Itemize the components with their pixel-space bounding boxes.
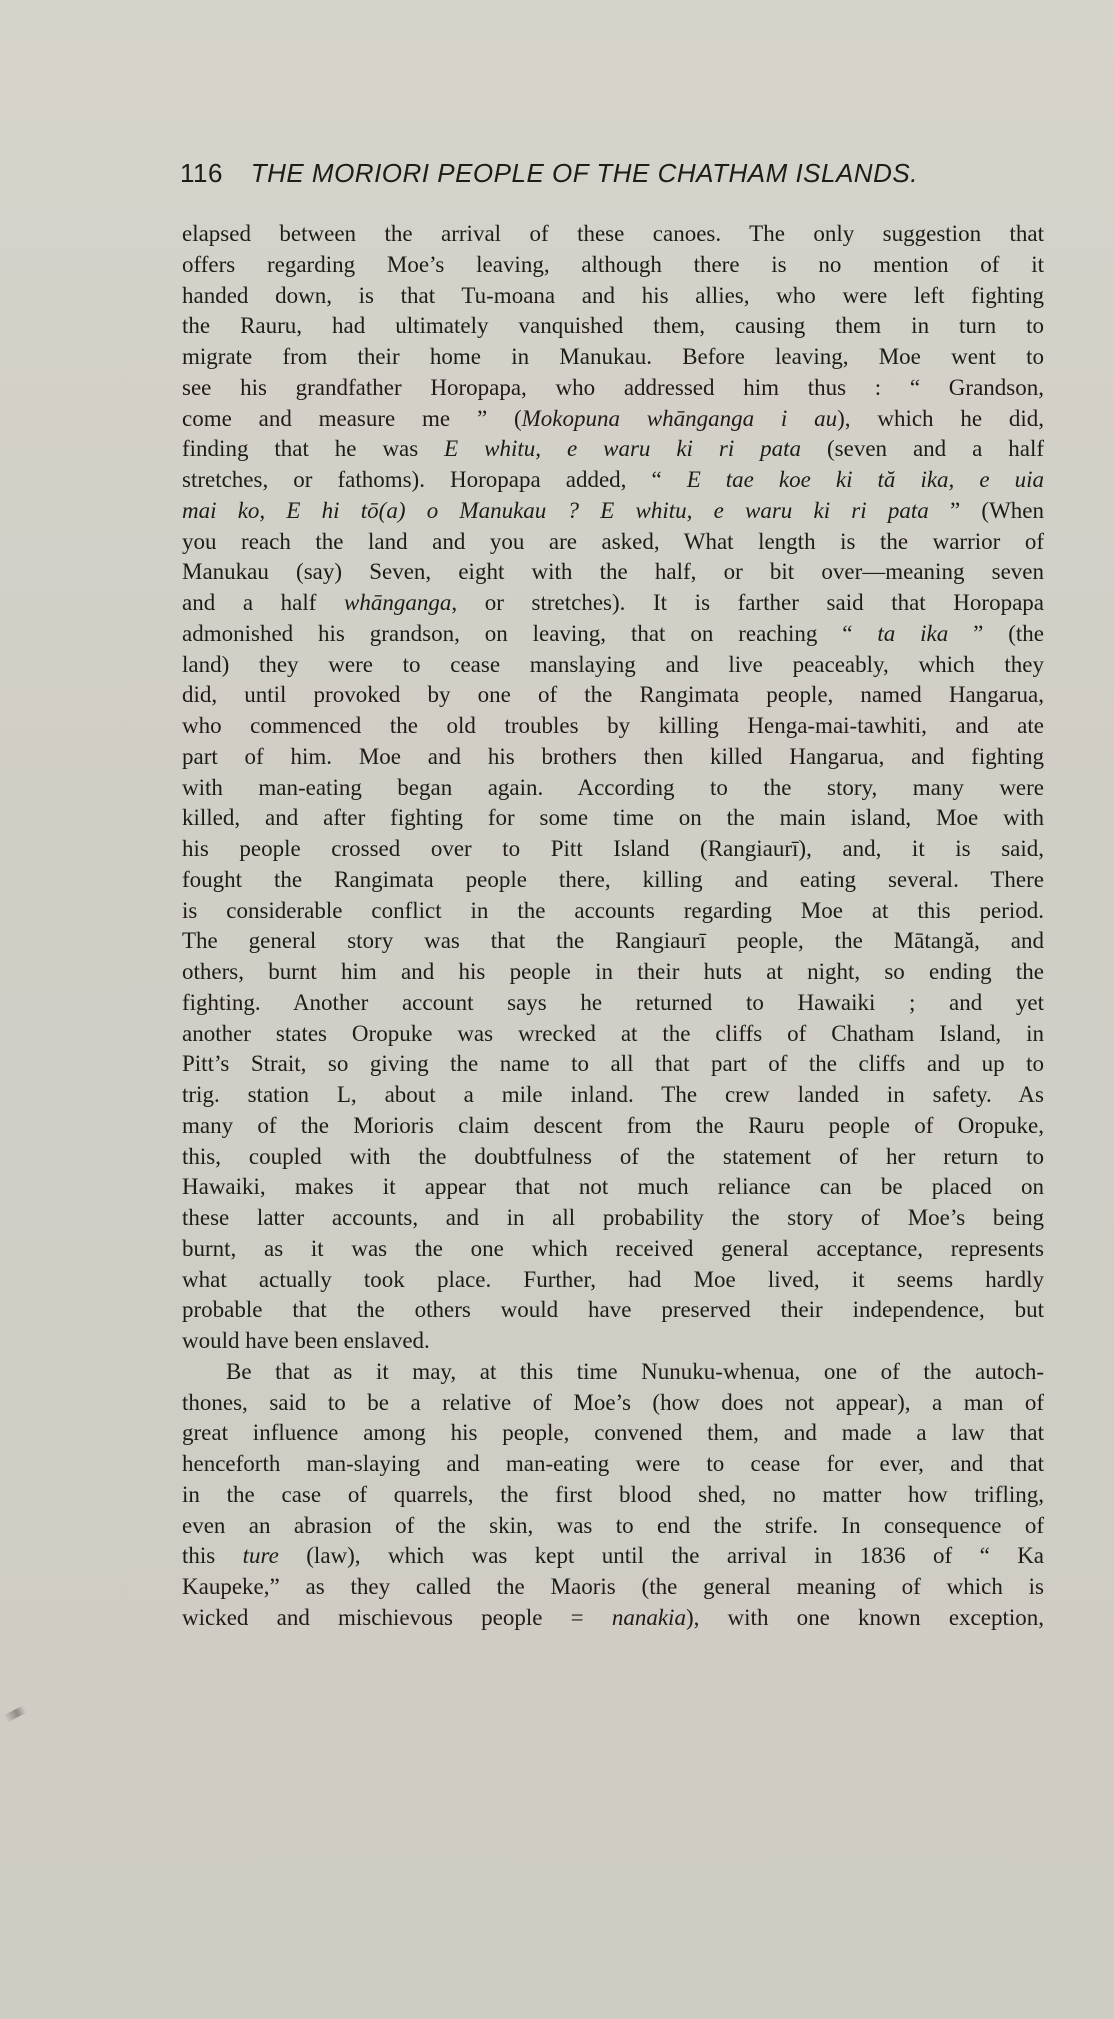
- text-span: handed down, is that Tu-moana and his allies, who were left fighting: [182, 282, 1044, 308]
- paragraph: [182, 1357, 1044, 1634]
- text-span: migrate from their home in Manukau. Before leaving, Moe went to: [182, 344, 1044, 369]
- text-line: [182, 557, 1044, 588]
- text-line: [182, 434, 1044, 465]
- text-line: [182, 1511, 1044, 1542]
- text-line: [182, 742, 1044, 773]
- text-span: with man-eating began again. According to the story, many were: [182, 774, 1044, 800]
- text-span: , or stretches). It is farther said that Horopapa: [451, 590, 1044, 615]
- text-span: another states Oropuke was wrecked at the cliffs of Chatham Island, in: [182, 1020, 1044, 1046]
- text-span: even an abrasion of the skin, was to end the strife. In consequence of: [182, 1512, 1044, 1538]
- text-line: [182, 404, 1044, 435]
- text-line: [182, 957, 1044, 988]
- text-span: who commenced the old troubles by killing Henga-mai-tawhiti, and ate: [182, 713, 1044, 738]
- text-line: [182, 1142, 1044, 1173]
- text-span: probable that the others would have preserved their independence, but: [182, 1297, 1044, 1323]
- text-line: [182, 527, 1044, 558]
- text-span: did, until provoked by one of the Rangimata people, named Hangarua,: [182, 682, 1044, 708]
- text-line: [182, 1388, 1044, 1419]
- text-line: [182, 926, 1044, 957]
- italic-text: Mokopuna whānganga i au: [521, 405, 838, 431]
- text-line: [182, 619, 1044, 650]
- text-line: [182, 1172, 1044, 1203]
- text-line: [182, 834, 1044, 865]
- text-line: [182, 1203, 1044, 1234]
- text-line: [182, 711, 1044, 742]
- text-span: fighting. Another account says he returned to Hawaiki ; and yet: [182, 989, 1044, 1015]
- text-span: the Rauru, had ultimately vanquished them, causing them in turn to: [182, 313, 1044, 339]
- text-span: The general story was that the Rangiaurī people, the Mātangă, and: [182, 928, 1044, 954]
- text-span: burnt, as it was the one which received general acceptance, represents: [182, 1235, 1044, 1261]
- text-line: [182, 1418, 1044, 1449]
- text-span: this, coupled with the doubtfulness of the statement of her return to: [182, 1143, 1044, 1169]
- italic-text: ture: [242, 1543, 279, 1569]
- italic-text: ta ika: [877, 620, 949, 646]
- paper-mark: [3, 1705, 26, 1722]
- italic-text: E tae koe ki tă ika, e uia: [686, 467, 1044, 492]
- text-line: [182, 1234, 1044, 1265]
- text-line: [182, 311, 1044, 342]
- page-number: 116: [180, 158, 223, 188]
- text-span: elapsed between the arrival of these canoes. The only suggestion that: [182, 221, 1044, 246]
- paragraph: [182, 219, 1044, 1357]
- text-line: [182, 1111, 1044, 1142]
- text-span: his people crossed over to Pitt Island (Rangiaurī), and, it is said,: [182, 836, 1044, 861]
- text-span: (seven and a half: [801, 436, 1044, 462]
- text-line: [182, 1357, 1044, 1388]
- text-span: thones, said to be a relative of Moe’s (how does not appear), a man of: [182, 1389, 1044, 1415]
- text-line: [182, 496, 1044, 527]
- text-span: Manukau (say) Seven, eight with the half, or bit over—meaning seven: [182, 559, 1044, 585]
- text-span: others, burnt him and his people in their huts at night, so ending the: [182, 959, 1044, 984]
- text-span: these latter accounts, and in all probability the story of Moe’s being: [182, 1205, 1044, 1230]
- text-span: this: [182, 1543, 243, 1569]
- text-line: [182, 650, 1044, 681]
- running-header: [180, 153, 940, 193]
- text-span: part of him. Moe and his brothers then killed Hangarua, and fighting: [182, 743, 1044, 769]
- text-span: Be that as it may, at this time Nunuku-whenua, one of the autoch-: [226, 1358, 1044, 1384]
- text-line: [182, 1480, 1044, 1511]
- text-span: see his grandfather Horopapa, who addressed him thus : “ Grandson,: [182, 374, 1044, 400]
- text-line: [182, 465, 1044, 496]
- text-span: ), which he did,: [837, 405, 1044, 431]
- text-line: [182, 680, 1044, 711]
- text-span: stretches, or fathoms). Horopapa added, “: [182, 467, 687, 492]
- text-line: [182, 1449, 1044, 1480]
- text-span: come and measure me ” (: [182, 405, 522, 431]
- text-span: trig. station L, about a mile inland. The crew landed in safety. As: [182, 1082, 1044, 1107]
- italic-text: whānganga: [344, 590, 452, 615]
- text-span: is considerable conflict in the accounts regarding Moe at this period.: [182, 897, 1044, 923]
- text-line: [182, 1019, 1044, 1050]
- text-span: many of the Morioris claim descent from the Rauru people of Oropuke,: [182, 1112, 1044, 1138]
- text-line: [182, 803, 1044, 834]
- text-span: you reach the land and you are asked, What length is the warrior of: [182, 528, 1044, 554]
- text-span: what actually took place. Further, had Moe lived, it seems hardly: [182, 1266, 1044, 1292]
- text-span: and a half: [182, 590, 345, 615]
- text-span: henceforth man-slaying and man-eating were to cease for ever, and that: [182, 1451, 1044, 1476]
- text-line: [182, 896, 1044, 927]
- text-span: killed, and after fighting for some time on the main island, Moe with: [182, 805, 1044, 831]
- text-line: [182, 1603, 1044, 1634]
- text-line: [182, 1265, 1044, 1296]
- text-span: wicked and mischievous people =: [182, 1604, 612, 1630]
- text-span: great influence among his people, convened them, and made a law that: [182, 1420, 1044, 1446]
- text-span: ” (the: [948, 620, 1044, 646]
- text-line: [182, 1326, 1044, 1357]
- text-span: in the case of quarrels, the first blood shed, no matter how trifling,: [182, 1481, 1044, 1507]
- text-line: [182, 250, 1044, 281]
- text-span: Hawaiki, makes it appear that not much reliance can be placed on: [182, 1174, 1044, 1200]
- text-line: [182, 373, 1044, 404]
- text-line: [182, 988, 1044, 1019]
- text-span: offers regarding Moe’s leaving, although there is no mention of it: [182, 251, 1044, 277]
- text-line: [182, 1295, 1044, 1326]
- text-span: Pitt’s Strait, so giving the name to all that part of the cliffs and up to: [182, 1051, 1044, 1077]
- text-span: admonished his grandson, on leaving, that on reaching “: [182, 620, 878, 646]
- text-span: ), with one known exception,: [685, 1604, 1044, 1630]
- text-span: land) they were to cease manslaying and live peaceably, which they: [182, 651, 1044, 677]
- text-span: ” (When: [928, 497, 1044, 523]
- text-line: [182, 1572, 1044, 1603]
- text-line: [182, 342, 1044, 373]
- text-span: would have been enslaved.: [182, 1328, 430, 1353]
- text-line: [182, 1541, 1044, 1572]
- text-line: [182, 1080, 1044, 1111]
- running-title: THE MORIORI PEOPLE OF THE CHATHAM ISLANDS.: [250, 158, 918, 188]
- body-text: [182, 219, 1044, 1634]
- italic-text: nanakia: [611, 1604, 686, 1630]
- text-line: [182, 773, 1044, 804]
- text-line: [182, 588, 1044, 619]
- text-line: [182, 281, 1044, 312]
- italic-text: E whitu, e waru ki ri pata: [444, 436, 802, 462]
- text-line: [182, 219, 1044, 250]
- text-span: fought the Rangimata people there, killing and eating several. There: [182, 866, 1044, 892]
- text-line: [182, 865, 1044, 896]
- text-span: (law), which was kept until the arrival in 1836 of “ Ka: [278, 1543, 1044, 1569]
- text-line: [182, 1049, 1044, 1080]
- text-span: finding that he was: [182, 436, 445, 462]
- text-span: Kaupeke,” as they called the Maoris (the general meaning of which is: [182, 1574, 1044, 1599]
- italic-text: mai ko, E hi tō(a) o Manukau ? E whitu, e waru ki ri pata: [182, 497, 929, 523]
